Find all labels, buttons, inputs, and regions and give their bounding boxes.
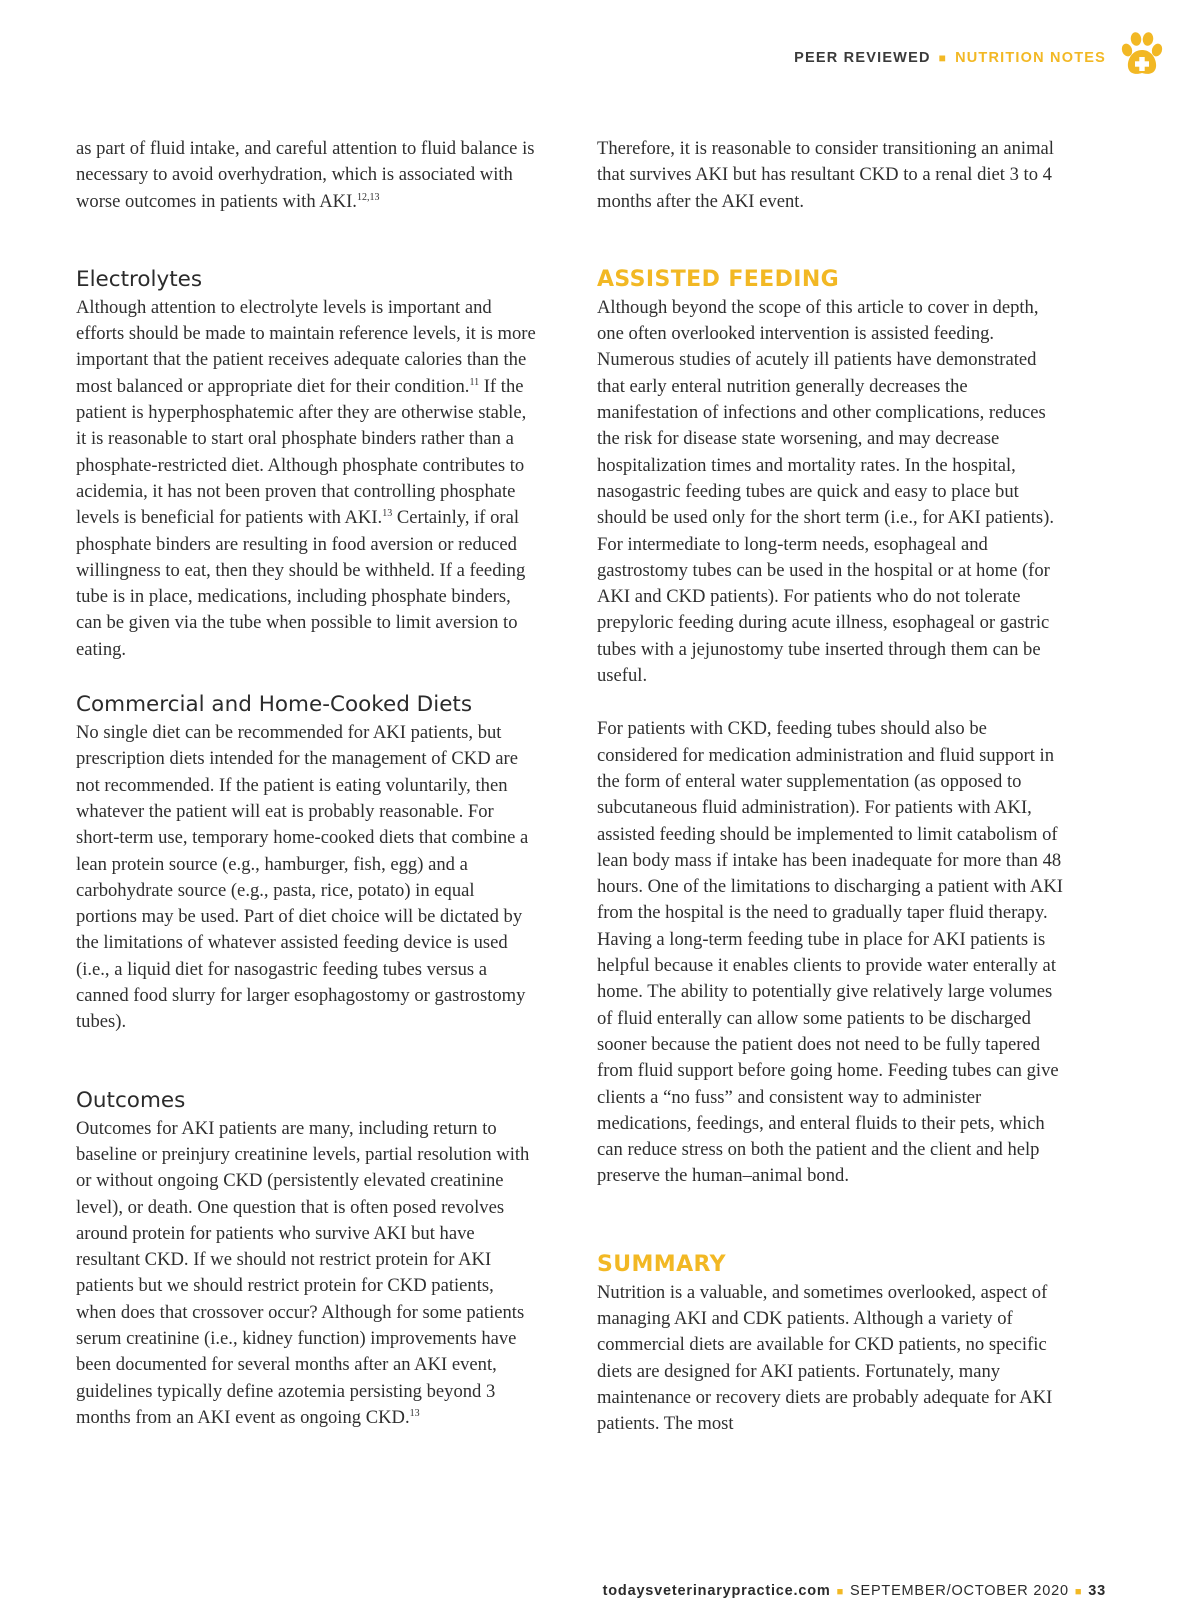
reference-marker: 13 [382, 508, 393, 520]
diets-paragraph: No single diet can be recommended for AKI patients, but prescription diets intended for the management of CKD are not recommended. If the patient is eating voluntarily, then whatever the patient will eat is probably reasonable. For short-term use, temporary home-cooked diets that combine a lean protein source (e.g., hamburger, fish, egg) and a carbohydrate source (e.g., pasta, rice, potato) in equal portions may be used. Part of diet choice will be dictated by the limitations of whatever assisted feeding device is used (i.e., a liquid diet for nasogastric feeding tubes versus a canned food slurry for larger esophagostomy or gastrostomy tubes). [76, 722, 529, 1033]
page-footer [603, 1583, 1106, 1599]
header-column: NUTRITION NOTES [955, 50, 1106, 66]
electrolytes-text-1: Although attention to electrolyte levels is important and efforts should be made to maintain reference levels, it is more important that the patient receives adequate calories than the most balanced or appropriate diet for their condition. [76, 296, 536, 397]
running-header [794, 44, 1106, 72]
header-section: PEER REVIEWED [794, 50, 931, 66]
assisted-feeding-paragraph-2: For patients with CKD, feeding tubes should also be considered for medication administration and fluid support in the form of enteral water supplementation (as opposed to subcutaneous fluid administration). For patients with AKI, assisted feeding should be implemented to limit catabolism of lean body mass if intake has been inadequate for more than 48 hours. One of the limitations to discharging a patient with AKI from the hospital is the need to gradually taper fluid therapy. Having a long-term feeding tube in place for AKI patients is helpful because it enables clients to provide water enterally at home. The ability to potentially give relatively large volumes of fluid enterally can allow some patients to be discharged sooner because the patient does not need to be fully tapered from fluid support before going home. Feeding tubes can give clients a “no fuss” and consistent way to administer medications, feedings, and enteral fluids to their pets, which can reduce stress on both the patient and the client and help preserve the human–animal bond. [597, 718, 1063, 1187]
page-number: 33 [1088, 1583, 1106, 1599]
left-column [76, 136, 538, 1431]
reference-marker: 11 [469, 376, 480, 388]
electrolytes-text-2: If the patient is hyperphosphatemic after they are otherwise stable, it is reasonable to start oral phosphate binders rather than a phosphate-restricted diet. Although phosphate contributes to acidemia, it has not been proven that controlling phosphate levels is beneficial for patients with AKI. [76, 375, 527, 529]
electrolytes-paragraph [76, 295, 538, 663]
left-intro-text: as part of fluid intake, and careful attention to fluid balance is necessary to avoid overhydration, which is associated with worse outcomes in patients with AKI. [76, 138, 535, 212]
assisted-feeding-heading: ASSISTED FEEDING [597, 266, 840, 292]
outcomes-paragraph [76, 1116, 538, 1432]
electrolytes-text-3: Certainly, if oral phosphate binders are resulting in food aversion or reduced willingness to eat, then they should be withheld. If a feeding tube is in place, medications, including phosphate binders, can be given via the tube when possible to limit aversion to eating. [76, 507, 526, 660]
right-column [597, 136, 1067, 1437]
outcomes-text: Outcomes for AKI patients are many, including return to baseline or preinjury creatinine levels, partial resolution with or without ongoing CKD (persistently elevated creatinine level), or death. One question that is often posed revolves around protein for patients who survive AKI but have resultant CKD. If we should not restrict protein for AKI patients but we should restrict protein for CKD patients, when does that crossover occur? Although for some patients serum creatinine (i.e., kidney function) improvements have been documented for several months after an AKI event, guidelines typically define azotemia persisting beyond 3 months from an AKI event as ongoing CKD. [76, 1117, 530, 1428]
assisted-feeding-paragraph-1: Although beyond the scope of this article to cover in depth, one often overlooked intervention is assisted feeding. Numerous studies of acutely ill patients have demonstrated that early enteral nutrition generally decreases the manifestation of infections and other complications, reduces the risk for disease state worsening, and may decrease hospitalization times and mortality rates. In the hospital, nasogastric feeding tubes are quick and easy to place but should be used only for the short term (i.e., for AKI patients). For intermediate to long-term needs, esophageal and gastrostomy tubes can be used in the hospital or at home (for AKI and CKD patients). For patients who do not tolerate prepyloric feeding during acute illness, esophageal or gastric tubes with a jejunostomy tube inserted through them can be useful. [597, 296, 1054, 687]
summary-paragraph: Nutrition is a valuable, and sometimes overlooked, aspect of managing AKI and CDK patients. Although a variety of commercial diets are available for CKD patients, no specific diets are designed for AKI patients. Fortunately, many maintenance or recovery diets are probably adequate for AKI patients. The most [597, 1281, 1053, 1435]
left-intro-paragraph [76, 136, 538, 215]
summary-heading: SUMMARY [597, 1251, 726, 1277]
right-intro-paragraph: Therefore, it is reasonable to consider transitioning an animal that survives AKI but has resultant CKD to a renal diet 3 to 4 months after the AKI event. [597, 138, 1054, 212]
electrolytes-heading: Electrolytes [76, 266, 203, 292]
footer-issue: SEPTEMBER/OCTOBER 2020 [850, 1583, 1069, 1599]
footer-separator: ■ [836, 1586, 845, 1598]
paw-plus-icon [1118, 30, 1166, 78]
reference-marker: 13 [409, 1407, 420, 1419]
header-separator: ■ [938, 51, 948, 65]
footer-separator: ■ [1074, 1586, 1083, 1598]
reference-marker: 12,13 [356, 191, 380, 203]
outcomes-heading: Outcomes [76, 1087, 186, 1113]
footer-site: todaysveterinarypractice.com [602, 1583, 831, 1599]
diets-heading: Commercial and Home-Cooked Diets [76, 692, 473, 718]
